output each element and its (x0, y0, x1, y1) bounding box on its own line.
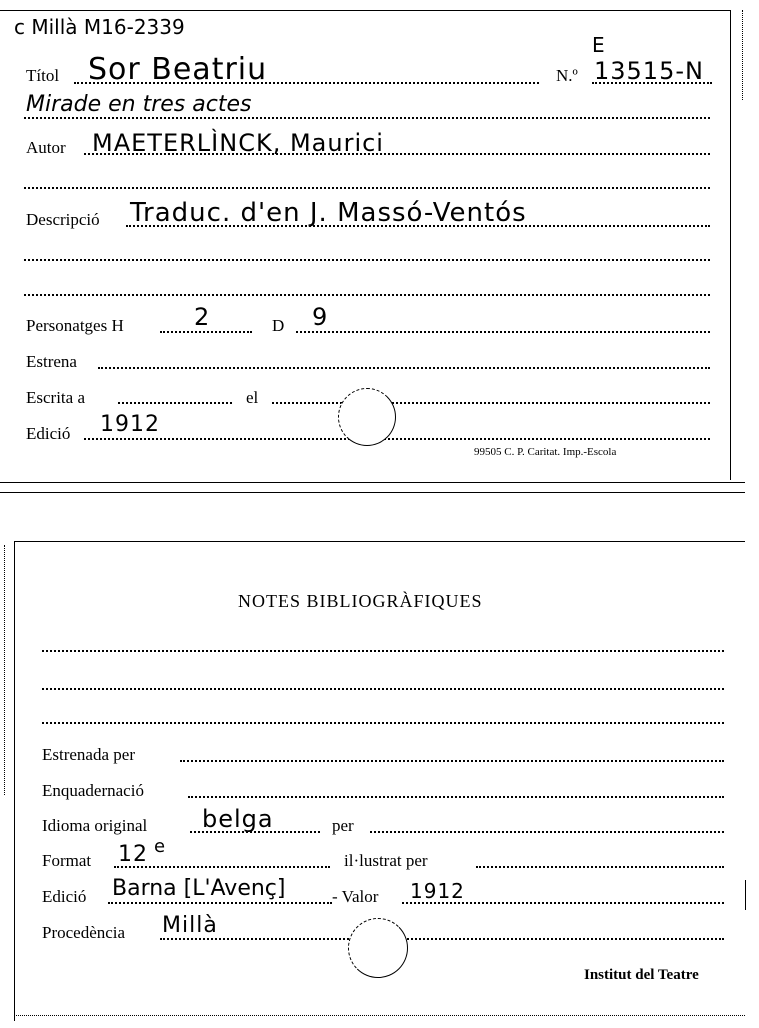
blank-line-1 (24, 187, 710, 189)
autor-label: Autor (26, 138, 66, 157)
blank-line-3 (24, 294, 710, 296)
enquadernacio-line (188, 796, 724, 798)
blank-line-2 (24, 259, 710, 261)
procedencia-label: Procedència (42, 923, 126, 942)
descripcio-label: Descripció (26, 210, 100, 229)
notes-line-1 (42, 650, 724, 652)
format-label: Format (42, 851, 92, 870)
card-back-left-border (14, 541, 15, 1021)
card-front-bottom-border (0, 482, 745, 483)
numero-label: N.º (556, 66, 578, 85)
notes-line-2 (42, 688, 724, 690)
idioma-label: Idioma original (42, 816, 148, 835)
card-front-edge (742, 10, 743, 100)
card-front-right-border (730, 10, 731, 480)
printer-note: 99505 C. P. Caritat. Imp.-Escola (474, 446, 617, 458)
descripcio-value: Traduc. d'en J. Massó-Ventós (130, 198, 527, 228)
enquadernacio-label: Enquadernació (42, 781, 144, 800)
personatges-h-value: 2 (194, 303, 211, 331)
procedencia-value: Millà (162, 913, 218, 938)
illustrat-line (476, 866, 724, 868)
titol-label: Títol (26, 66, 60, 85)
personatges-d-line (296, 331, 710, 333)
notes-line-3 (42, 722, 724, 724)
subtitle-line (24, 117, 710, 119)
card-back-top-border (14, 541, 745, 542)
back-edicio-label: Edició (42, 887, 87, 906)
card-back-right-mark (745, 880, 746, 910)
titol-value: Sor Beatriu (88, 52, 268, 87)
card-front-bottom-edge (0, 492, 745, 493)
punch-hole-back (348, 918, 408, 978)
valor-value: 1912 (410, 879, 465, 903)
personatges-label: Personatges H (26, 316, 124, 335)
estrenada-label: Estrenada per (42, 745, 135, 764)
back-edicio-value: Barna [L'Avenç] (112, 876, 286, 901)
estrena-line (98, 367, 710, 369)
personatges-d-value: 9 (312, 303, 329, 331)
escrita-line (118, 402, 232, 404)
numero-value: 13515-N (594, 57, 704, 85)
format-value: 12 (118, 842, 148, 867)
institution-name: Institut del Teatre (584, 967, 699, 983)
card-back-bottom-border (14, 1015, 745, 1016)
idioma-per-label: per (332, 816, 354, 835)
punch-hole (338, 388, 396, 446)
el-line (272, 402, 710, 404)
el-label: el (246, 388, 259, 407)
valor-label: - Valor (332, 887, 379, 906)
idioma-per-line (370, 831, 724, 833)
reference-note: c Millà M16-2339 (14, 15, 185, 39)
card-front-top-border (0, 10, 731, 11)
estrenada-line (180, 760, 724, 762)
numero-superscript: E (592, 33, 605, 57)
procedencia-line (160, 938, 724, 940)
autor-value: MAETERLÌNCK, Maurici (92, 129, 384, 157)
edicio-value: 1912 (100, 412, 160, 437)
card-back-edge (4, 545, 5, 795)
estrena-label: Estrena (26, 352, 77, 371)
notes-heading: NOTES BIBLIOGRÀFIQUES (238, 591, 483, 611)
edicio-label: Edició (26, 424, 71, 443)
subtitle-value: Mirade en tres actes (26, 92, 252, 117)
format-superscript: e (154, 836, 166, 857)
idioma-value: belga (202, 805, 274, 833)
personatges-h-line (160, 331, 252, 333)
illustrat-label: il·lustrat per (344, 851, 428, 870)
back-edicio-line (108, 902, 332, 904)
escrita-label: Escrita a (26, 388, 85, 407)
edicio-line (84, 438, 710, 440)
d-label: D (272, 316, 285, 335)
